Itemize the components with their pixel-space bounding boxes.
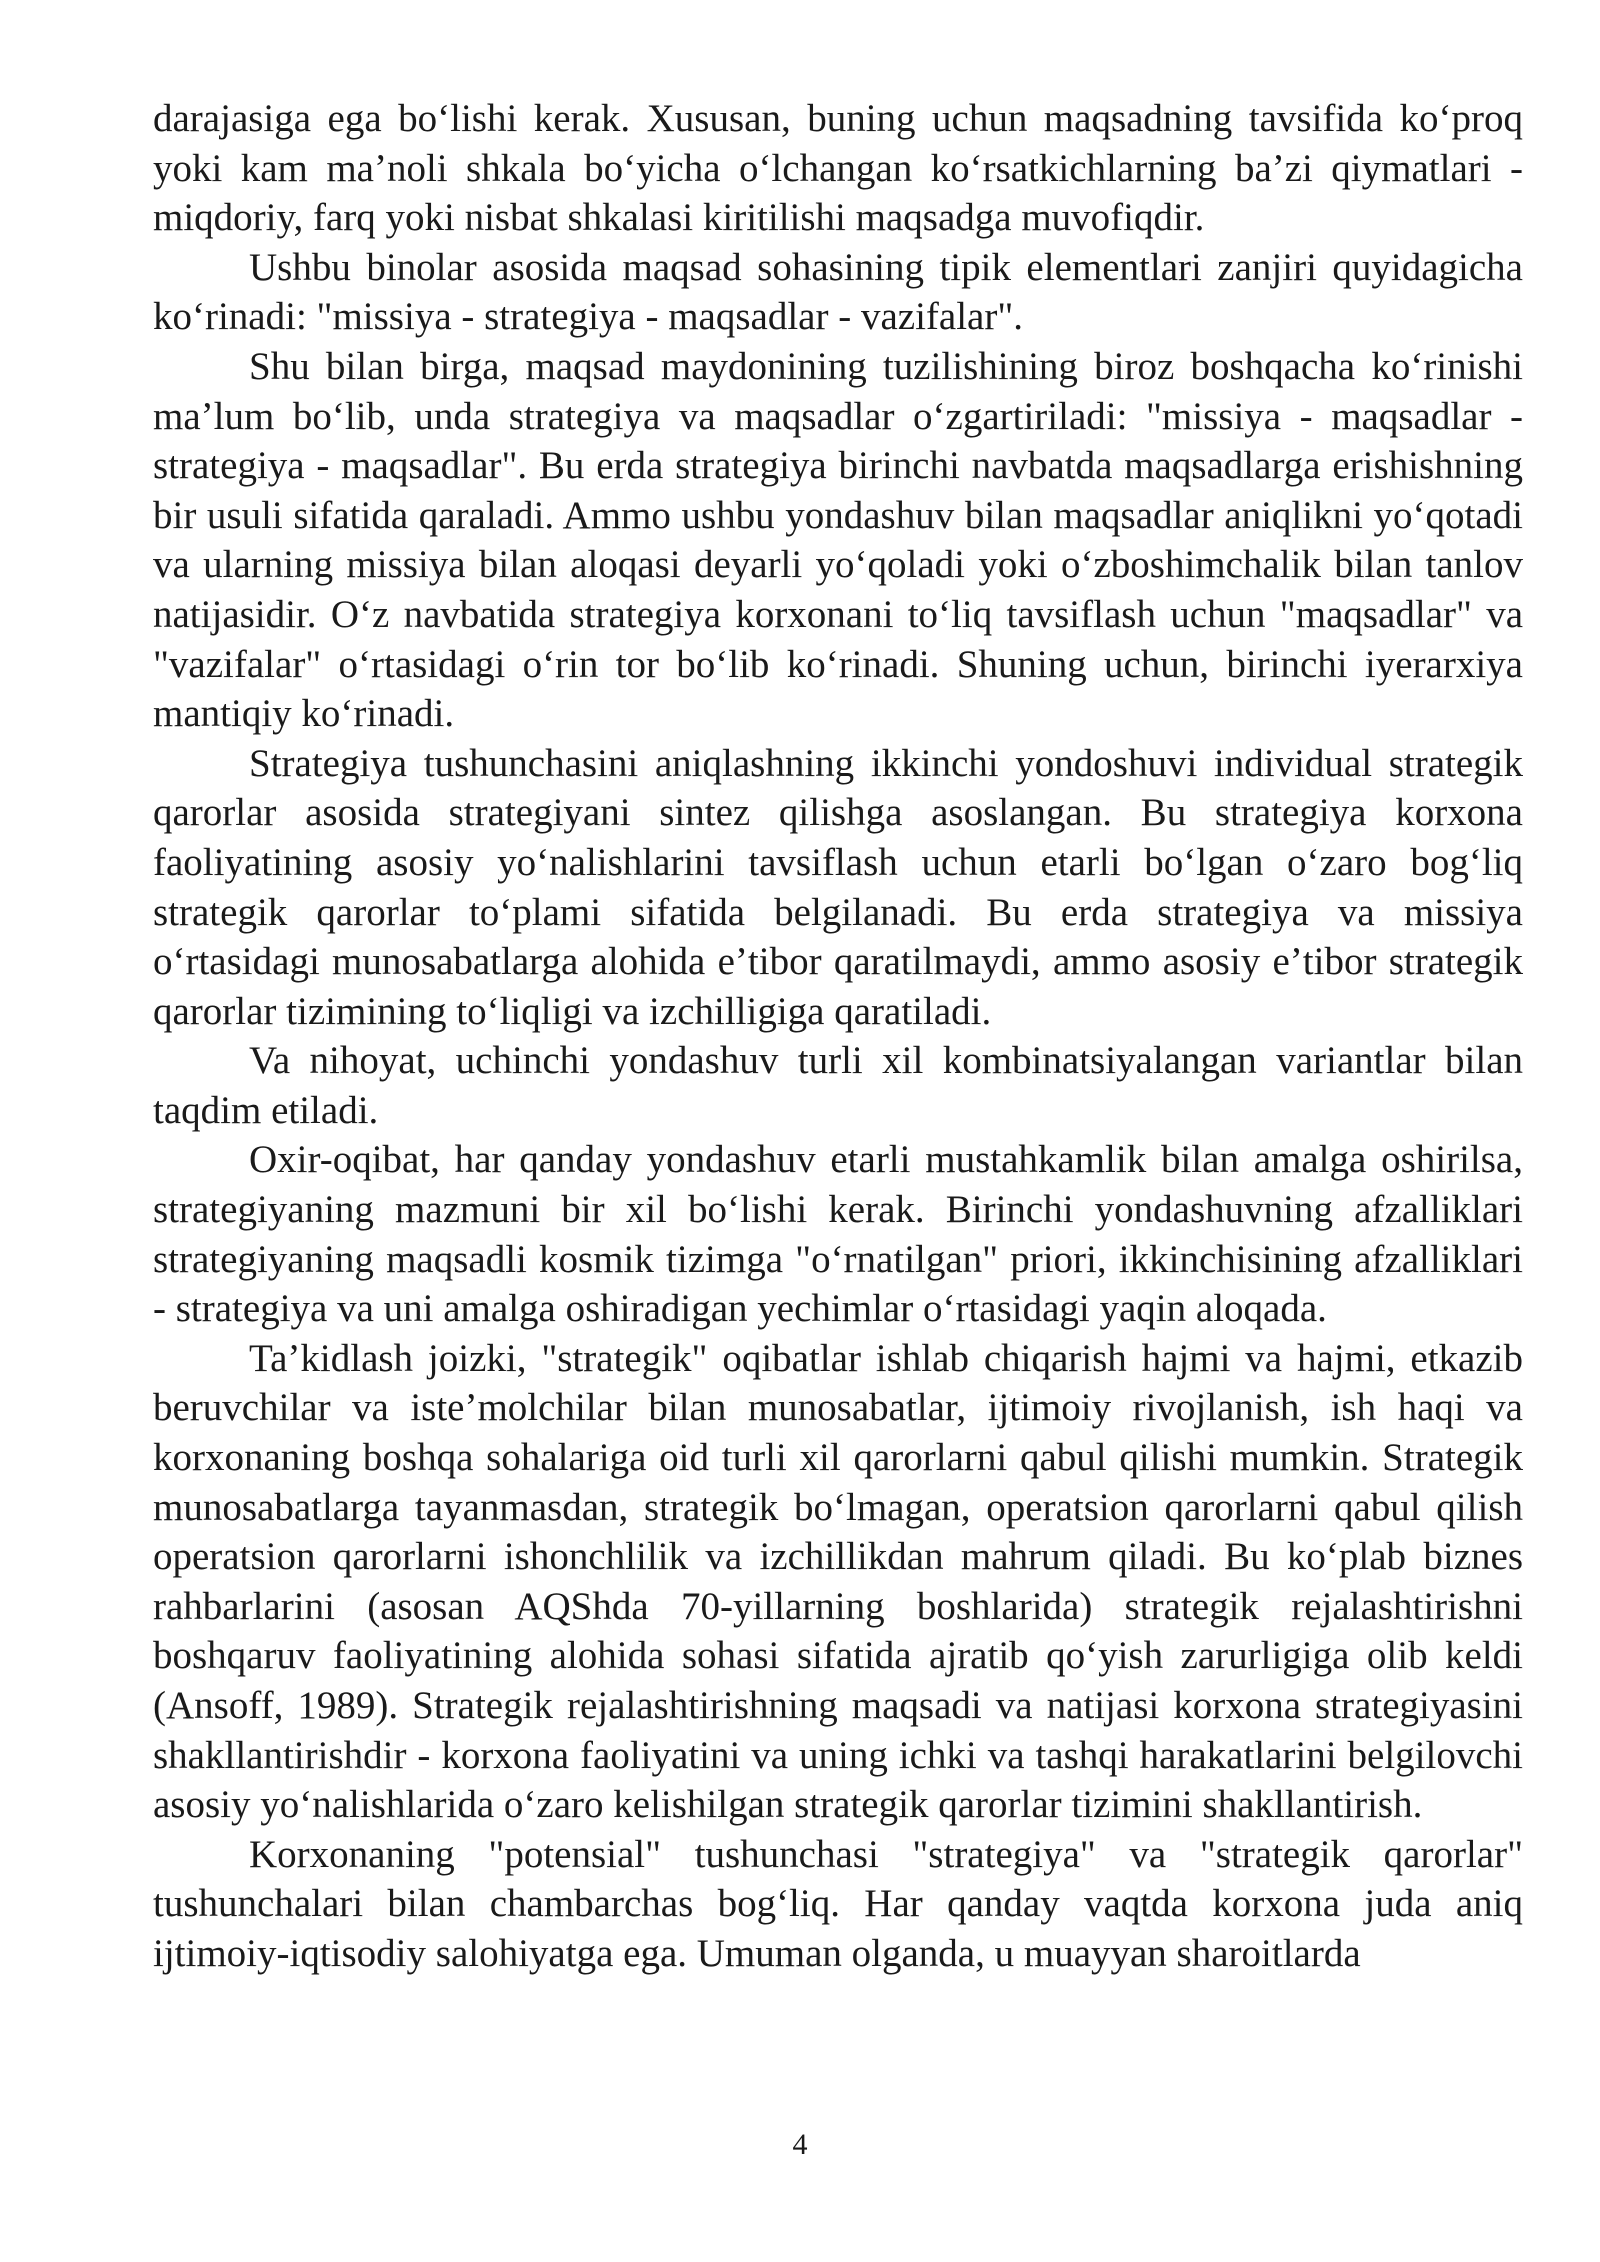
paragraph-3: Shu bilan birga, maqsad maydonining tuzilishining biroz boshqacha koʻrinishi maʼlum boʻlib, unda strategiya va maqsadlar oʻzgartiriladi: "missiya - maqsadlar - strategiya - maqsadlar". Bu erda strategiya birinchi navbatda maqsadlarga erishishning bir usuli sifatida qaraladi. Ammo ushbu yondashuv bilan maqsadlar aniqlikni yoʻqotadi va ularning missiya bilan aloqasi deyarli yoʻqoladi yoki oʻzboshimchalik bilan tanlov natijasidir. Oʻz navbatida strategiya korxonani toʻliq tavsiflash uchun "maqsadlar" va "vazifalar" oʻrtasidagi oʻrin tor boʻlib koʻrinadi. Shuning uchun, birinchi iyerarxiya mantiqiy koʻrinadi. — [153, 344, 1523, 736]
paragraph-7: Taʼkidlash joizki, "strategik" oqibatlar ishlab chiqarish hajmi va hajmi, etkazib beruvchilar va isteʼmolchilar bilan munosabatlar, ijtimoiy rivojlanish, ish haqi va korxonaning boshqa sohalariga oid turli xil qarorlarni qabul qilishi mumkin. Strategik munosabatlarga tayanmasdan, strategik boʻlmagan, operatsion qarorlarni qabul qilish operatsion qarorlarni ishonchlilik va izchillikdan mahrum qiladi. Bu koʻplab biznes rahbarlarini (asosan AQShda 70-yillarning boshlarida) strategik rejalashtirishni boshqaruv faoliyatining alohida sohasi sifatida ajratib qoʻyish zarurligiga olib keldi (Ansoff, 1989). Strategik rejalashtirishning maqsadi va natijasi korxona strategiyasini shakllantirishdir - korxona faoliyatini va uning ichki va tashqi harakatlarini belgilovchi asosiy yoʻnalishlarida oʻzaro kelishilgan strategik qarorlar tizimini shakllantirish. — [153, 1336, 1523, 1827]
paragraph-2: Ushbu binolar asosida maqsad sohasining tipik elementlari zanjiri quyidagicha koʻrinadi: "missiya - strategiya - maqsadlar - vazifalar". — [153, 245, 1523, 339]
paragraph-1: darajasiga ega boʻlishi kerak. Xususan, buning uchun maqsadning tavsifida koʻproq yoki kam maʼnoli shkala boʻyicha oʻlchangan koʻrsatkichlarning baʼzi qiymatlari - miqdoriy, farq yoki nisbat shkalasi kiritilishi maqsadga muvofiqdir. — [153, 97, 1523, 240]
paragraph-8: Korxonaning "potensial" tushunchasi "strategiya" va "strategik qarorlar" tushunchalari bilan chambarchas bogʻliq. Har qanday vaqtda korxona juda aniq ijtimoiy-iqtisodiy salohiyatga ega. Umuman olganda, u muayyan sharoitlarda — [153, 1832, 1523, 1975]
paragraph-6: Oxir-oqibat, har qanday yondashuv etarli mustahkamlik bilan amalga oshirilsa, strategiyaning mazmuni bir xil boʻlishi kerak. Birinchi yondashuvning afzalliklari strategiyaning maqsadli kosmik tizimga "oʻrnatilgan" priori, ikkinchisining afzalliklari - strategiya va uni amalga oshiradigan yechimlar oʻrtasidagi yaqin aloqada. — [153, 1138, 1523, 1331]
document-body — [153, 94, 1523, 1979]
paragraph-4: Strategiya tushunchasini aniqlashning ikkinchi yondoshuvi individual strategik qarorlar asosida strategiyani sintez qilishga asoslangan. Bu strategiya korxona faoliyatining asosiy yoʻnalishlarini tavsiflash uchun etarli boʻlgan oʻzaro bogʻliq strategik qarorlar toʻplami sifatida belgilanadi. Bu erda strategiya va missiya oʻrtasidagi munosabatlarga alohida eʼtibor qaratilmaydi, ammo asosiy eʼtibor strategik qarorlar tizimining toʻliqligi va izchilligiga qaratiladi. — [153, 741, 1523, 1033]
paragraph-5: Va nihoyat, uchinchi yondashuv turli xil kombinatsiyalangan variantlar bilan taqdim etiladi. — [153, 1039, 1523, 1132]
page-number: 4 — [792, 2128, 808, 2161]
